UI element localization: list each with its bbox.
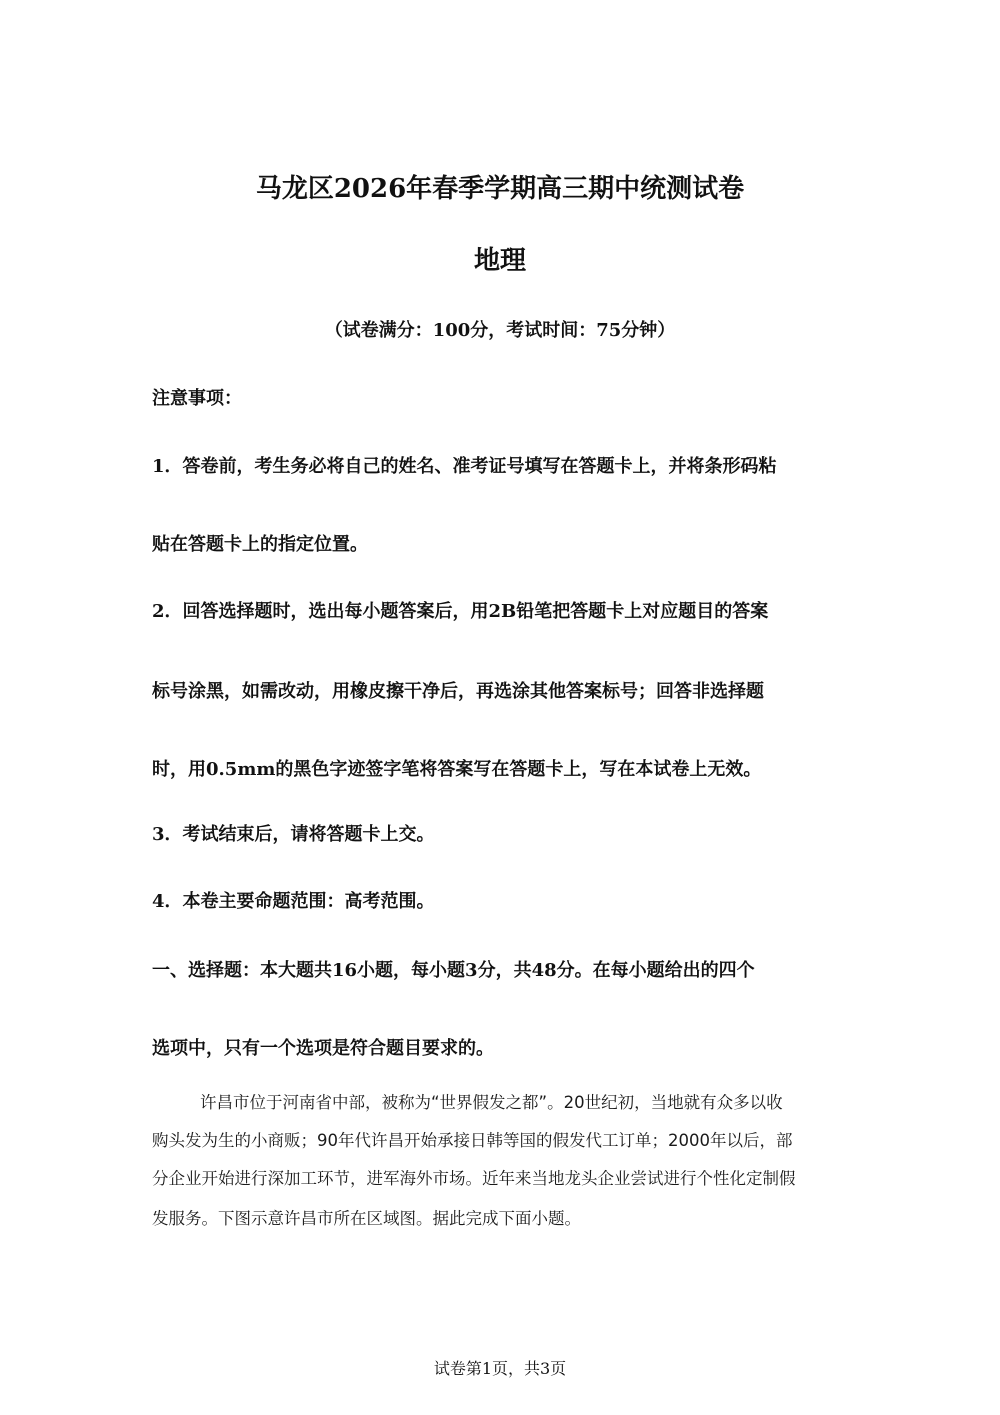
passage-line: 许昌市位于河南省中部，被称为“世界假发之都”。20世纪初，当地就有众多以收 — [200, 1093, 783, 1112]
notes-heading: 注意事项： — [152, 388, 242, 409]
exam-title: 马龙区2026年春季学期高三期中统测试卷 — [255, 174, 745, 204]
note-line: 时，用0.5mm的黑色字迹签字笔将答案写在答题卡上，写在本试卷上无效。 — [152, 759, 762, 780]
note-line: 1．答卷前，考生务必将自己的姓名、准考证号填写在答题卡上，并将条形码粘 — [152, 456, 777, 477]
passage-line: 分企业开始进行深加工环节，进军海外市场。近年来当地龙头企业尝试进行个性化定制假 — [152, 1169, 796, 1188]
passage-line: 发服务。下图示意许昌市所在区域图。据此完成下面小题。 — [152, 1209, 581, 1228]
section-heading-line: 一、选择题：本大题共16小题，每小题3分，共48分。在每小题给出的四个 — [152, 960, 755, 981]
section-heading-line: 选项中，只有一个选项是符合题目要求的。 — [152, 1038, 494, 1059]
exam-info: （试卷满分：100分，考试时间：75分钟） — [324, 320, 676, 341]
page-footer: 试卷第1页，共3页 — [433, 1359, 567, 1378]
note-line: 贴在答题卡上的指定位置。 — [152, 534, 368, 555]
note-line: 2．回答选择题时，选出每小题答案后，用2B铅笔把答题卡上对应题目的答案 — [152, 601, 769, 622]
exam-subject: 地理 — [473, 246, 526, 276]
passage-line: 购头发为生的小商贩；90年代许昌开始承接日韩等国的假发代工订单；2000年以后，部 — [152, 1131, 793, 1150]
note-line: 4．本卷主要命题范围：高考范围。 — [152, 891, 435, 912]
note-line: 3．考试结束后，请将答题卡上交。 — [152, 824, 435, 845]
note-line: 标号涂黑，如需改动，用橡皮擦干净后，再选涂其他答案标号；回答非选择题 — [152, 681, 764, 702]
